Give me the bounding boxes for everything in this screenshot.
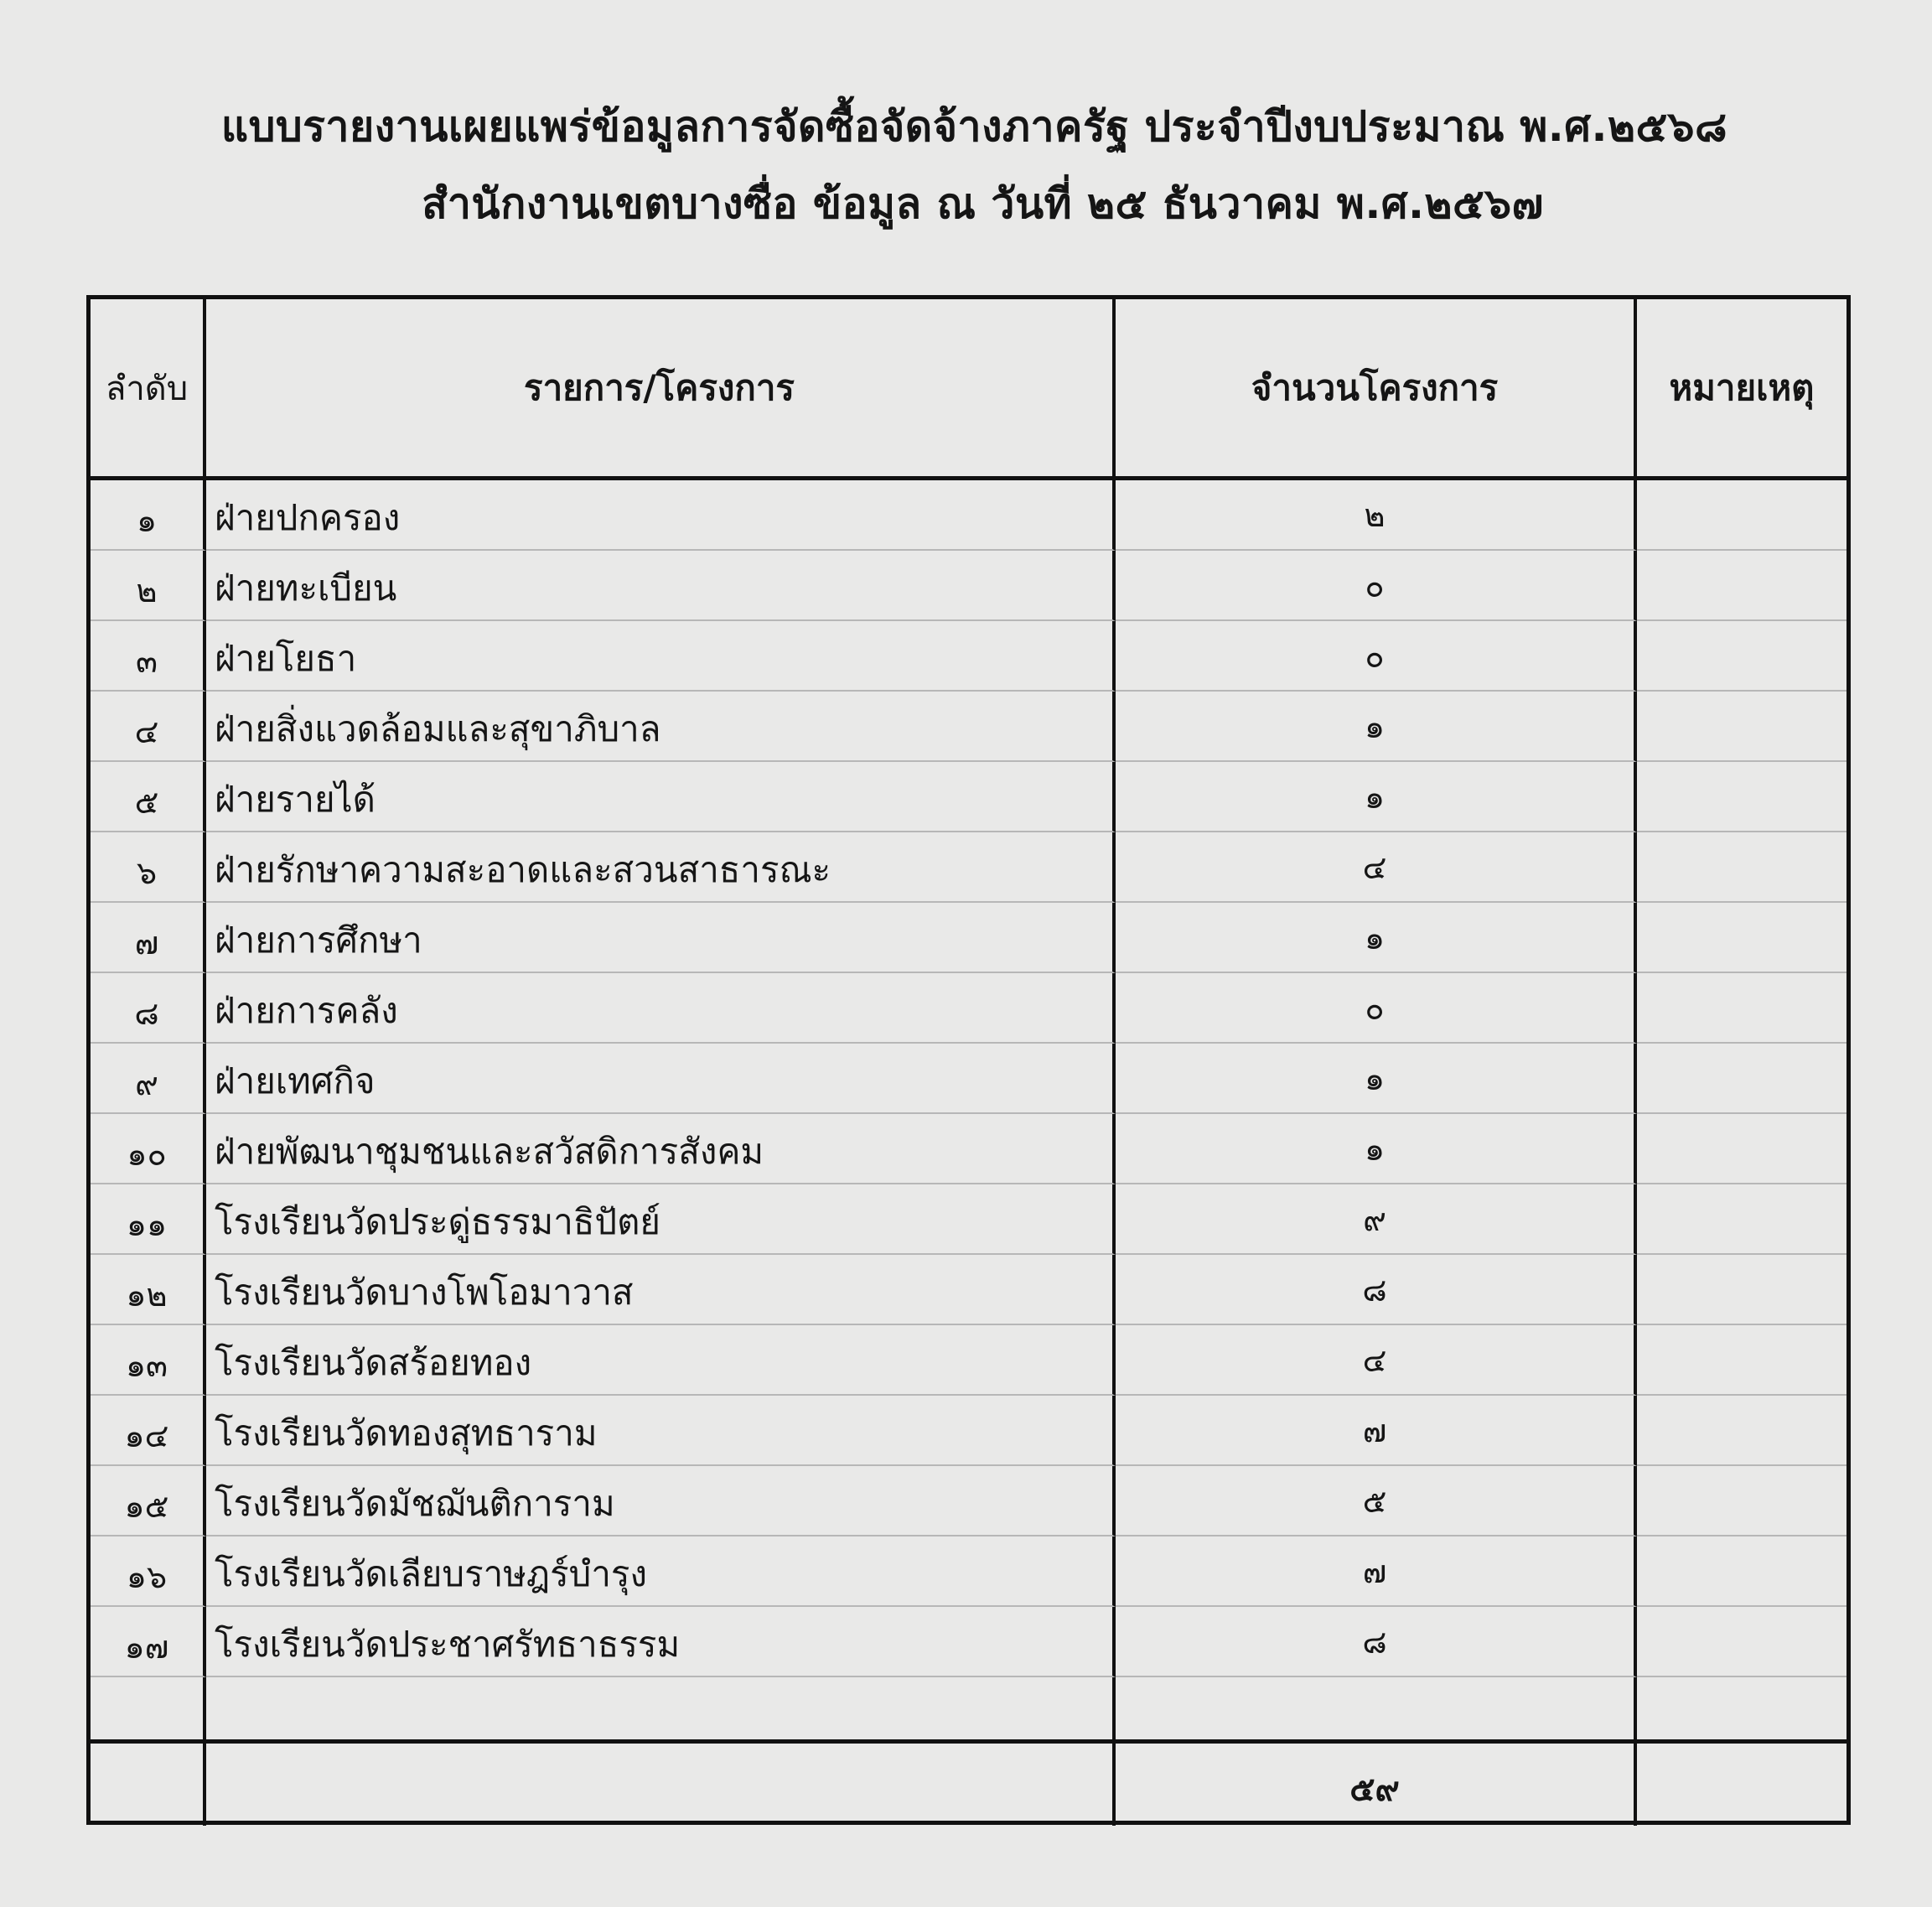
header-no: ลำดับ xyxy=(91,299,206,480)
report-title xyxy=(0,88,1932,242)
empty-row-no xyxy=(91,1677,206,1744)
row-number: ๑๐ xyxy=(91,1114,206,1184)
row-item-name: โรงเรียนวัดประดู่ธรรมาธิปัตย์ xyxy=(206,1184,1116,1255)
row-remark xyxy=(1637,1607,1847,1677)
row-remark xyxy=(1637,973,1847,1044)
row-item-name: ฝ่ายการคลัง xyxy=(206,973,1116,1044)
total-row-no xyxy=(91,1744,206,1826)
empty-row-item xyxy=(206,1677,1116,1744)
row-project-count: ๐ xyxy=(1116,551,1637,621)
row-project-count: ๘ xyxy=(1116,1607,1637,1677)
row-item-name: ฝ่ายเทศกิจ xyxy=(206,1044,1116,1114)
header-item: รายการ/โครงการ xyxy=(206,299,1116,480)
row-item-name: โรงเรียนวัดบางโพโอมาวาส xyxy=(206,1255,1116,1325)
row-remark xyxy=(1637,551,1847,621)
row-remark xyxy=(1637,1396,1847,1466)
row-item-name: ฝ่ายการศึกษา xyxy=(206,903,1116,973)
row-project-count: ๑ xyxy=(1116,1114,1637,1184)
row-item-name: ฝ่ายพัฒนาชุมชนและสวัสดิการสังคม xyxy=(206,1114,1116,1184)
row-project-count: ๐ xyxy=(1116,973,1637,1044)
title-line-1: แบบรายงานเผยแพร่ข้อมูลการจัดซื้อจัดจ้างภาครัฐ ประจำปีงบประมาณ พ.ศ.๒๕๖๘ xyxy=(220,102,1728,151)
row-remark xyxy=(1637,1114,1847,1184)
row-remark xyxy=(1637,1184,1847,1255)
procurement-table xyxy=(86,295,1851,1825)
row-number: ๑๖ xyxy=(91,1536,206,1607)
row-item-name: ฝ่ายรายได้ xyxy=(206,762,1116,832)
row-project-count: ๐ xyxy=(1116,621,1637,692)
row-remark xyxy=(1637,1044,1847,1114)
row-item-name: ฝ่ายทะเบียน xyxy=(206,551,1116,621)
row-project-count: ๔ xyxy=(1116,832,1637,903)
row-number: ๑๕ xyxy=(91,1466,206,1536)
row-remark xyxy=(1637,1536,1847,1607)
row-number: ๓ xyxy=(91,621,206,692)
empty-row-count xyxy=(1116,1677,1637,1744)
row-project-count: ๘ xyxy=(1116,1255,1637,1325)
total-project-count: ๕๙ xyxy=(1116,1744,1637,1826)
row-project-count: ๑ xyxy=(1116,903,1637,973)
row-project-count: ๒ xyxy=(1116,480,1637,551)
row-item-name: ฝ่ายรักษาความสะอาดและสวนสาธารณะ xyxy=(206,832,1116,903)
row-project-count: ๑ xyxy=(1116,762,1637,832)
row-number: ๖ xyxy=(91,832,206,903)
title-line-2: สำนักงานเขตบางซื่อ ข้อมูล ณ วันที่ ๒๕ ธันวาคม พ.ศ.๒๕๖๗ xyxy=(422,179,1544,228)
row-number: ๑ xyxy=(91,480,206,551)
row-number: ๔ xyxy=(91,692,206,762)
row-remark xyxy=(1637,1255,1847,1325)
row-number: ๙ xyxy=(91,1044,206,1114)
header-count: จำนวนโครงการ xyxy=(1116,299,1637,480)
row-project-count: ๑ xyxy=(1116,1044,1637,1114)
row-remark xyxy=(1637,1325,1847,1396)
row-number: ๒ xyxy=(91,551,206,621)
row-item-name: โรงเรียนวัดสร้อยทอง xyxy=(206,1325,1116,1396)
row-item-name: โรงเรียนวัดทองสุทธาราม xyxy=(206,1396,1116,1466)
row-project-count: ๕ xyxy=(1116,1466,1637,1536)
row-number: ๑๔ xyxy=(91,1396,206,1466)
row-project-count: ๔ xyxy=(1116,1325,1637,1396)
row-item-name: ฝ่ายปกครอง xyxy=(206,480,1116,551)
row-item-name: โรงเรียนวัดมัชฌันติการาม xyxy=(206,1466,1116,1536)
row-number: ๘ xyxy=(91,973,206,1044)
row-remark xyxy=(1637,762,1847,832)
row-remark xyxy=(1637,621,1847,692)
row-item-name: โรงเรียนวัดเลียบราษฎร์บำรุง xyxy=(206,1536,1116,1607)
total-row-remark xyxy=(1637,1744,1847,1826)
row-remark xyxy=(1637,692,1847,762)
row-number: ๑๑ xyxy=(91,1184,206,1255)
row-number: ๕ xyxy=(91,762,206,832)
header-remark: หมายเหตุ xyxy=(1637,299,1847,480)
row-project-count: ๑ xyxy=(1116,692,1637,762)
row-item-name: ฝ่ายโยธา xyxy=(206,621,1116,692)
row-remark xyxy=(1637,903,1847,973)
row-number: ๑๓ xyxy=(91,1325,206,1396)
row-remark xyxy=(1637,480,1847,551)
row-item-name: โรงเรียนวัดประชาศรัทธาธรรม xyxy=(206,1607,1116,1677)
row-number: ๑๒ xyxy=(91,1255,206,1325)
row-project-count: ๗ xyxy=(1116,1396,1637,1466)
total-row-item xyxy=(206,1744,1116,1826)
row-project-count: ๗ xyxy=(1116,1536,1637,1607)
row-project-count: ๙ xyxy=(1116,1184,1637,1255)
row-number: ๑๗ xyxy=(91,1607,206,1677)
empty-row-remark xyxy=(1637,1677,1847,1744)
row-remark xyxy=(1637,1466,1847,1536)
row-item-name: ฝ่ายสิ่งแวดล้อมและสุขาภิบาล xyxy=(206,692,1116,762)
row-remark xyxy=(1637,832,1847,903)
row-number: ๗ xyxy=(91,903,206,973)
